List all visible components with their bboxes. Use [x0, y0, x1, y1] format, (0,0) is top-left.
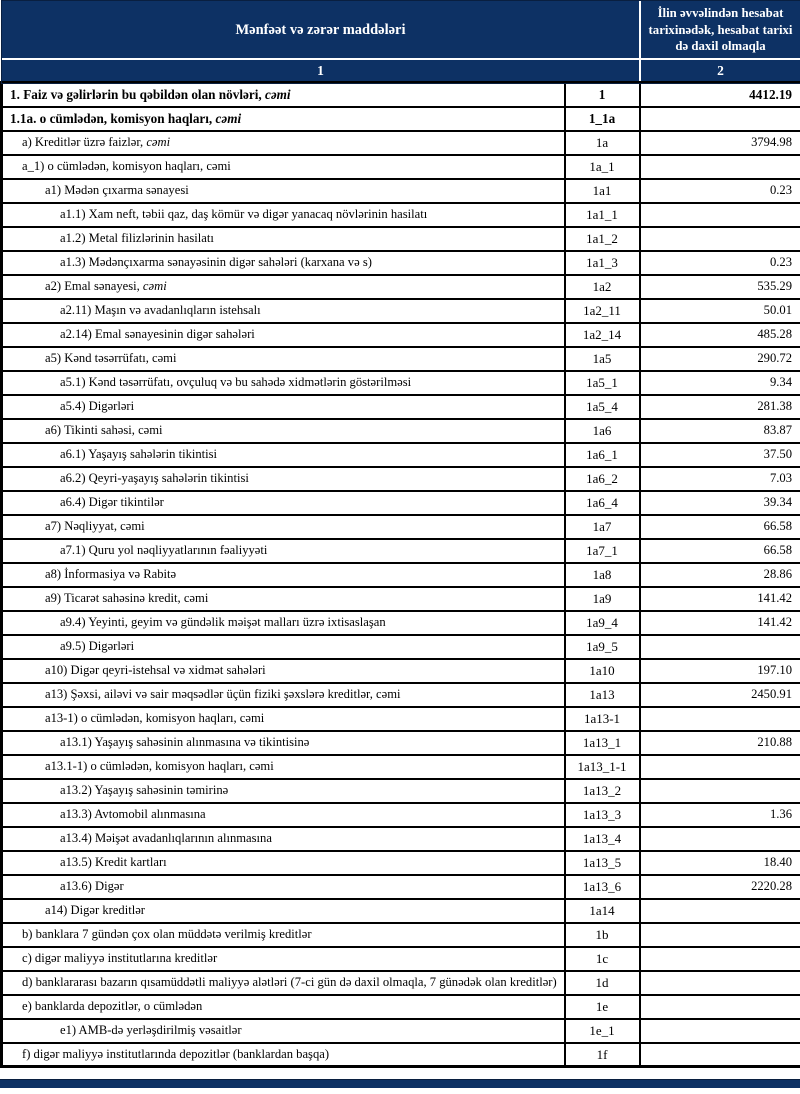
- row-label: a14) Digər kreditlər: [2, 899, 565, 923]
- row-value: [640, 995, 800, 1019]
- row-value: [640, 971, 800, 995]
- row-value: 37.50: [640, 443, 800, 467]
- row-code: 1_1a: [565, 107, 640, 131]
- table-row: [2, 371, 800, 395]
- row-value: [640, 1019, 800, 1043]
- table-row: [2, 275, 800, 299]
- table-row: [2, 443, 800, 467]
- row-value: [640, 707, 800, 731]
- row-label: b) banklara 7 gündən çox olan müddətə verilmiş kreditlər: [2, 923, 565, 947]
- table-row: [2, 587, 800, 611]
- row-code: 1a1_1: [565, 203, 640, 227]
- row-label: a13.1) Yaşayış sahəsinin alınmasına və tikintisinə: [2, 731, 565, 755]
- row-code: 1: [565, 83, 640, 107]
- row-label: a9.5) Digərləri: [2, 635, 565, 659]
- row-code: 1a5: [565, 347, 640, 371]
- table-row: [2, 515, 800, 539]
- row-label: a5) Kənd təsərrüfatı, cəmi: [2, 347, 565, 371]
- table-row: [2, 299, 800, 323]
- row-code: 1a6_4: [565, 491, 640, 515]
- row-label: a7.1) Quru yol nəqliyyatlarının fəaliyyəti: [2, 539, 565, 563]
- row-code: 1a6_1: [565, 443, 640, 467]
- row-code: 1a5_4: [565, 395, 640, 419]
- row-code: 1a_1: [565, 155, 640, 179]
- row-code: 1a5_1: [565, 371, 640, 395]
- table-row: [2, 971, 800, 995]
- row-value: 83.87: [640, 419, 800, 443]
- row-value: 485.28: [640, 323, 800, 347]
- row-code: 1c: [565, 947, 640, 971]
- row-value: [640, 1043, 800, 1067]
- row-code: 1a13: [565, 683, 640, 707]
- row-value: [640, 923, 800, 947]
- row-value: 197.10: [640, 659, 800, 683]
- table-row: [2, 563, 800, 587]
- table-row: [2, 203, 800, 227]
- row-label: a1.2) Metal filizlərinin hasilatı: [2, 227, 565, 251]
- row-code: 1b: [565, 923, 640, 947]
- row-value: [640, 755, 800, 779]
- row-code: 1a10: [565, 659, 640, 683]
- row-label: 1.1a. o cümlədən, komisyon haqları, cəmi: [2, 107, 565, 131]
- table-row: [2, 851, 800, 875]
- table-row: [2, 779, 800, 803]
- row-code: 1a13_4: [565, 827, 640, 851]
- row-code: 1a13_1-1: [565, 755, 640, 779]
- table-row: [2, 803, 800, 827]
- row-label: a2.11) Maşın və avadanlıqların istehsalı: [2, 299, 565, 323]
- row-value: 141.42: [640, 611, 800, 635]
- row-code: 1a2_14: [565, 323, 640, 347]
- row-label: a6) Tikinti sahəsi, cəmi: [2, 419, 565, 443]
- row-label: c) digər maliyyə institutlarına kreditlər: [2, 947, 565, 971]
- row-code: 1a13_5: [565, 851, 640, 875]
- row-value: 7.03: [640, 467, 800, 491]
- table-row: [2, 1043, 800, 1067]
- row-code: 1a13_1: [565, 731, 640, 755]
- row-value: 0.23: [640, 179, 800, 203]
- row-code: 1a1: [565, 179, 640, 203]
- table-row: [2, 659, 800, 683]
- row-value: 0.23: [640, 251, 800, 275]
- table-row: [2, 347, 800, 371]
- row-code: 1a6: [565, 419, 640, 443]
- table-row: [2, 707, 800, 731]
- table-row: [2, 131, 800, 155]
- table-row: [2, 611, 800, 635]
- row-label: a13.1-1) o cümlədən, komisyon haqları, cəmi: [2, 755, 565, 779]
- row-value: 66.58: [640, 539, 800, 563]
- row-value: 1.36: [640, 803, 800, 827]
- table-row: [2, 827, 800, 851]
- row-label: a9) Ticarət sahəsinə kredit, cəmi: [2, 587, 565, 611]
- row-value: 281.38: [640, 395, 800, 419]
- row-value: 66.58: [640, 515, 800, 539]
- table-row: [2, 467, 800, 491]
- items-column-header: Mənfəət və zərər maddələri: [2, 1, 640, 59]
- row-code: 1a2: [565, 275, 640, 299]
- table-row: [2, 155, 800, 179]
- row-value: 141.42: [640, 587, 800, 611]
- row-code: 1d: [565, 971, 640, 995]
- table-row: [2, 179, 800, 203]
- header-title-row: [2, 1, 800, 59]
- row-label: a2.14) Emal sənayesinin digər sahələri: [2, 323, 565, 347]
- header-number-row: [2, 59, 800, 83]
- row-label: a13.5) Kredit kartları: [2, 851, 565, 875]
- row-value: 3794.98: [640, 131, 800, 155]
- table-row: [2, 539, 800, 563]
- row-code: 1a14: [565, 899, 640, 923]
- row-value: [640, 779, 800, 803]
- row-value: [640, 227, 800, 251]
- row-value: [640, 107, 800, 131]
- row-label: a9.4) Yeyinti, geyim və gündəlik məişət malları üzrə ixtisaslaşan: [2, 611, 565, 635]
- row-code: 1a7: [565, 515, 640, 539]
- table-row: [2, 635, 800, 659]
- row-value: 210.88: [640, 731, 800, 755]
- row-code: 1a9: [565, 587, 640, 611]
- table-body: [2, 83, 800, 1067]
- row-label: a10) Digər qeyri-istehsal və xidmət sahələri: [2, 659, 565, 683]
- row-label: a8) İnformasiya və Rabitə: [2, 563, 565, 587]
- table-row: [2, 683, 800, 707]
- next-section-header-strip: [0, 1079, 800, 1088]
- row-label: f) digər maliyyə institutlarında depozitlər (banklardan başqa): [2, 1043, 565, 1067]
- row-label: a13.4) Məişət avadanlıqlarının alınmasına: [2, 827, 565, 851]
- row-value: [640, 827, 800, 851]
- row-label: a7) Nəqliyyat, cəmi: [2, 515, 565, 539]
- column-number-2: 2: [640, 59, 800, 83]
- row-code: 1a8: [565, 563, 640, 587]
- row-code: 1a9_5: [565, 635, 640, 659]
- table-row: [2, 923, 800, 947]
- row-code: 1a7_1: [565, 539, 640, 563]
- table-row: [2, 251, 800, 275]
- table-row: [2, 899, 800, 923]
- row-value: 2220.28: [640, 875, 800, 899]
- row-label: a6.1) Yaşayış sahələrin tikintisi: [2, 443, 565, 467]
- row-label: e1) AMB-də yerləşdirilmiş vəsaitlər: [2, 1019, 565, 1043]
- row-value: [640, 203, 800, 227]
- row-code: 1a13_2: [565, 779, 640, 803]
- row-label: e) banklarda depozitlər, o cümlədən: [2, 995, 565, 1019]
- table-row: [2, 947, 800, 971]
- row-label: a1.3) Mədənçıxarma sənayəsinin digər sahələri (karxana və s): [2, 251, 565, 275]
- table-row: [2, 755, 800, 779]
- row-code: 1a2_11: [565, 299, 640, 323]
- row-label: a_1) o cümlədən, komisyon haqları, cəmi: [2, 155, 565, 179]
- row-label: a13-1) o cümlədən, komisyon haqları, cəmi: [2, 707, 565, 731]
- row-value: 290.72: [640, 347, 800, 371]
- row-value: 18.40: [640, 851, 800, 875]
- table-row: [2, 995, 800, 1019]
- row-code: 1a1_2: [565, 227, 640, 251]
- table-row: [2, 875, 800, 899]
- row-label: d) banklararası bazarın qısamüddətli maliyyə alətləri (7-ci gün də daxil olmaqla, 7 günədək olan kreditlər): [2, 971, 565, 995]
- row-code: 1a1_3: [565, 251, 640, 275]
- row-code: 1a: [565, 131, 640, 155]
- column-number-1: 1: [2, 59, 640, 83]
- row-label: a13.2) Yaşayış sahəsinin təmirinə: [2, 779, 565, 803]
- row-code: 1a6_2: [565, 467, 640, 491]
- row-value: [640, 155, 800, 179]
- table-row: [2, 227, 800, 251]
- row-value: 535.29: [640, 275, 800, 299]
- row-value: 50.01: [640, 299, 800, 323]
- row-value: 2450.91: [640, 683, 800, 707]
- row-code: 1e: [565, 995, 640, 1019]
- row-code: 1a9_4: [565, 611, 640, 635]
- row-code: 1f: [565, 1043, 640, 1067]
- row-label: a5.4) Digərləri: [2, 395, 565, 419]
- row-label: a2) Emal sənayesi, cəmi: [2, 275, 565, 299]
- row-code: 1e_1: [565, 1019, 640, 1043]
- row-value: 9.34: [640, 371, 800, 395]
- table-row: [2, 395, 800, 419]
- row-label: a) Kreditlər üzrə faizlər, cəmi: [2, 131, 565, 155]
- row-value: 28.86: [640, 563, 800, 587]
- row-label: a5.1) Kənd təsərrüfatı, ovçuluq və bu sahədə xidmətlərin göstərilməsi: [2, 371, 565, 395]
- row-value: [640, 947, 800, 971]
- row-value: 39.34: [640, 491, 800, 515]
- table-row: [2, 419, 800, 443]
- table-row: [2, 323, 800, 347]
- row-label: a13.6) Digər: [2, 875, 565, 899]
- row-code: 1a13_6: [565, 875, 640, 899]
- row-label: a6.2) Qeyri-yaşayış sahələrin tikintisi: [2, 467, 565, 491]
- table-row: [2, 83, 800, 107]
- row-label: a1) Mədən çıxarma sənayesi: [2, 179, 565, 203]
- table-row: [2, 491, 800, 515]
- row-value: 4412.19: [640, 83, 800, 107]
- table-row: [2, 1019, 800, 1043]
- table-row: [2, 107, 800, 131]
- row-label: a13.3) Avtomobil alınmasına: [2, 803, 565, 827]
- row-label: a1.1) Xam neft, təbii qaz, daş kömür və digər yanacaq növlərinin hasilatı: [2, 203, 565, 227]
- row-label: a6.4) Digər tikintilər: [2, 491, 565, 515]
- period-column-header: İlin əvvəlindən hesabat tarixinədək, hesabat tarixi də daxil olmaqla: [640, 1, 800, 59]
- table-header: [2, 1, 800, 83]
- row-value: [640, 899, 800, 923]
- row-code: 1a13_3: [565, 803, 640, 827]
- row-value: [640, 635, 800, 659]
- row-label: 1. Faiz və gəlirlərin bu qəbildən olan növləri, cəmi: [2, 83, 565, 107]
- row-code: 1a13-1: [565, 707, 640, 731]
- table-row: [2, 731, 800, 755]
- row-label: a13) Şəxsi, ailəvi və sair məqsədlər üçün fiziki şəxslərə kreditlər, cəmi: [2, 683, 565, 707]
